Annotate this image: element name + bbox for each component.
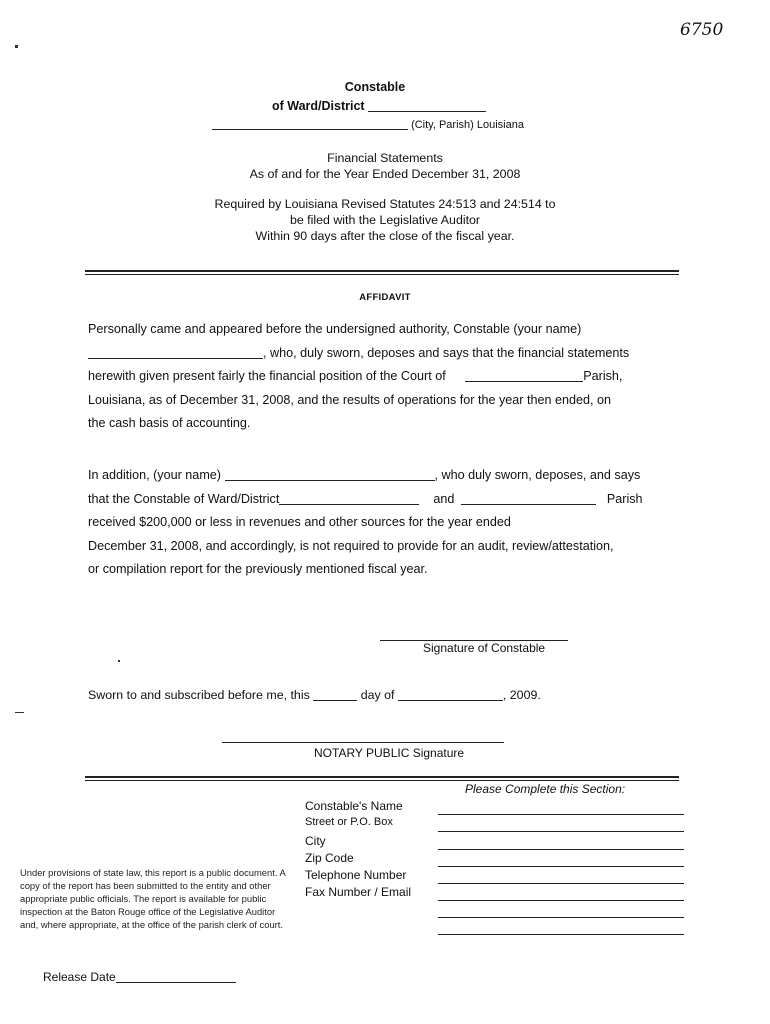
ward-district-line (272, 95, 486, 113)
constable-heading: Constable (344, 80, 406, 94)
sworn-text-a: Sworn to and subscribed before me, this (88, 688, 310, 702)
field-city (438, 835, 684, 850)
sworn-text-b: day of (360, 688, 395, 702)
separator-top (85, 270, 679, 272)
p2-line-1-text-a: In addition, (your name) (88, 468, 222, 482)
p2-line-2-text-a: that the Constable of Ward/District (88, 491, 280, 506)
label-constable-name: Constable's Name (305, 799, 403, 813)
p1-line-2-text: , who, duly sworn, deposes and says that the financial statements (263, 345, 630, 360)
affidavit-paragraph-2 (88, 464, 677, 582)
p1-line-5: the cash basis of accounting. (88, 416, 251, 431)
label-zip: Zip Code (305, 851, 354, 865)
p2-line-3: received $200,000 or less in revenues and other sources for the year ended (88, 515, 511, 530)
p2-line-4: December 31, 2008, and accordingly, is not required to provide for an audit, review/attestation, (88, 538, 614, 553)
label-telephone: Telephone Number (305, 868, 407, 882)
requirement-line-3: Within 90 days after the close of the fiscal year. (255, 229, 515, 243)
statement-title (180, 150, 590, 182)
p1-line-4: Louisiana, as of December 31, 2008, and the results of operations for the year then ended, on (88, 392, 611, 407)
label-fax-email: Fax Number / Email (305, 885, 412, 899)
sworn-day-field (313, 687, 357, 701)
ward-field-2 (279, 491, 419, 505)
field-fax-email (438, 886, 684, 901)
field-constable-name (438, 800, 684, 815)
label-city: City (305, 834, 326, 848)
field-zip (438, 852, 684, 867)
parish-field-2 (461, 491, 596, 505)
city-parish-field (212, 115, 408, 130)
margin-tick (15, 712, 24, 713)
ward-district-label: of Ward/District (272, 99, 365, 113)
statement-line-2: As of and for the Year Ended December 31, 2008 (249, 167, 521, 181)
p1-line-2 (88, 342, 677, 366)
field-extra-1 (438, 903, 684, 918)
p2-line-5: or compilation report for the previously mentioned fiscal year. (88, 562, 428, 577)
release-date-field (116, 968, 236, 983)
notary-line (222, 742, 504, 743)
form-heading: Please Complete this Section: (465, 782, 626, 796)
requirement-text (170, 196, 600, 244)
requirement-line-2: be filed with the Legislative Auditor (289, 213, 481, 227)
parish-word: Parish, (583, 369, 623, 384)
speck-mark-2 (118, 660, 120, 662)
separator-bottom-thin (85, 780, 679, 781)
requirement-line-1: Required by Louisiana Revised Statutes 24:513 and 24:514 to (214, 197, 556, 211)
ward-district-field (368, 97, 486, 112)
statement-line-1: Financial Statements (327, 151, 443, 165)
p2-line-1-text-b: , who duly sworn, deposes, and says (434, 468, 641, 482)
p1-line-3 (88, 365, 677, 389)
release-date-line (43, 966, 236, 984)
affidavit-paragraph-1 (88, 318, 677, 436)
speck-mark (15, 45, 18, 48)
p1-line-3-text: herewith given present fairly the financial position of the Court of (88, 369, 446, 384)
p2-line-1 (88, 464, 677, 488)
city-parish-line (212, 113, 524, 131)
city-parish-label: (City, Parish) Louisiana (411, 119, 524, 131)
corner-note: 6750 (680, 20, 724, 40)
notary-label: NOTARY PUBLIC Signature (314, 746, 465, 760)
p1-line-1: Personally came and appeared before the undersigned authority, Constable (your name) (88, 322, 582, 336)
court-parish-field (465, 368, 583, 382)
p2-line-2 (88, 488, 677, 512)
public-record-note: Under provisions of state law, this report is a public document. A copy of the report has been submitted to the entity and other appropriate public officials. The report is available for public inspection at the Baton Rouge office of the Legislative Auditor and, where appropriate, at the office of the parish clerk of court. (20, 867, 286, 930)
sworn-month-field (398, 687, 503, 701)
field-extra-2 (438, 920, 684, 935)
field-street (438, 817, 684, 832)
sworn-text-c: , 2009. (502, 688, 541, 702)
your-name-field (225, 467, 435, 481)
release-date-label: Release Date (43, 970, 116, 984)
field-telephone (438, 869, 684, 884)
constable-name-field (88, 345, 263, 359)
sworn-line (88, 685, 541, 702)
label-street: Street or P.O. Box (305, 816, 393, 828)
separator-top-thin (85, 274, 679, 275)
affidavit-title: AFFIDAVIT (359, 292, 411, 303)
and-word: and (433, 491, 455, 506)
signature-label: Signature of Constable (423, 641, 546, 655)
separator-bottom (85, 776, 679, 778)
parish-word-2: Parish (606, 491, 643, 506)
